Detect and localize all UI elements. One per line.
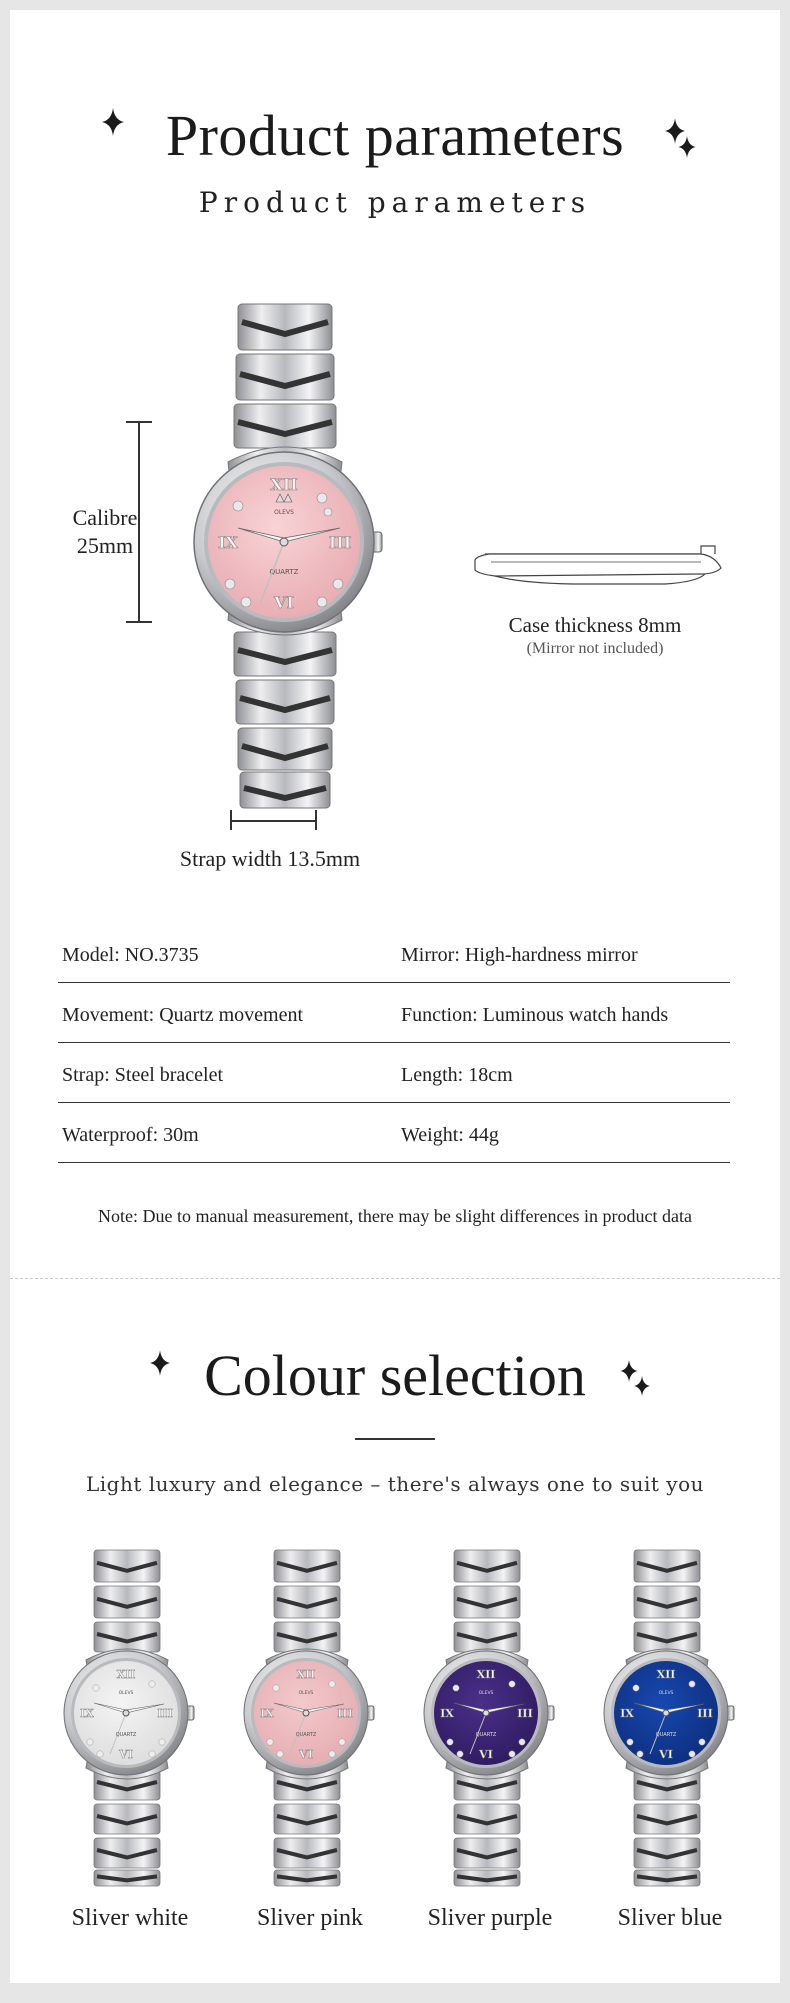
- svg-text:VI: VI: [119, 1748, 133, 1761]
- spec-row: [58, 984, 730, 1043]
- spec-movement: Movement: Quartz movement: [62, 1004, 304, 1026]
- svg-text:QUARTZ: QUARTZ: [269, 568, 299, 576]
- svg-text:IX: IX: [260, 1707, 274, 1720]
- case-thickness-note: (Mirror not included): [526, 640, 664, 657]
- section-title-colours: Colour selection: [204, 1343, 586, 1408]
- spec-row: [58, 1044, 730, 1103]
- section-title-parameters: Product parameters: [165, 103, 625, 168]
- svg-text:OLEVS: OLEVS: [274, 509, 294, 516]
- colour-label-white: Sliver white: [71, 1905, 189, 1931]
- watch-movement-text: QUARTZ: [115, 1732, 137, 1738]
- strap-width-label: Strap width 13.5mm: [179, 846, 361, 871]
- svg-text:XII: XII: [656, 1668, 676, 1681]
- spec-waterproof: Waterproof: 30m: [62, 1124, 199, 1146]
- watch-brand-text: OLEVS: [478, 1691, 494, 1696]
- watch-colour-pink[interactable]: [236, 1548, 386, 1888]
- title-underline: [355, 1438, 435, 1440]
- watch-brand-text: OLEVS: [658, 1691, 674, 1696]
- svg-text:VI: VI: [659, 1748, 673, 1761]
- svg-text:IX: IX: [620, 1707, 634, 1720]
- svg-text:XII: XII: [270, 475, 298, 494]
- calibre-dimension-cap: [126, 621, 152, 623]
- svg-text:III: III: [697, 1707, 713, 1720]
- svg-text:VI: VI: [274, 593, 294, 612]
- svg-text:XII: XII: [296, 1668, 316, 1681]
- svg-text:III: III: [337, 1707, 353, 1720]
- svg-text:VI: VI: [299, 1748, 313, 1761]
- watch-colour-white[interactable]: [56, 1548, 206, 1888]
- colour-label-pink: Sliver pink: [257, 1905, 363, 1931]
- svg-text:III: III: [328, 533, 352, 552]
- spec-model: Model: NO.3735: [62, 944, 199, 966]
- product-page: [10, 10, 780, 1983]
- strap-dimension-cap: [230, 810, 232, 830]
- case-thickness-label: Case thickness 8mm: [508, 613, 682, 637]
- watch-colour-blue[interactable]: [596, 1548, 746, 1888]
- calibre-label: Calibre 25mm: [72, 505, 138, 558]
- case-profile-drawing: [465, 540, 725, 590]
- calibre-dimension-cap: [126, 421, 152, 423]
- spec-mirror: Mirror: High-hardness mirror: [401, 944, 638, 966]
- spec-strap: Strap: Steel bracelet: [62, 1064, 224, 1086]
- watch-movement-text: QUARTZ: [475, 1732, 497, 1738]
- spec-row: [58, 1104, 730, 1163]
- spec-function: Function: Luminous watch hands: [401, 1004, 669, 1026]
- sparkle-icon: [678, 136, 696, 158]
- strap-dimension-line: [230, 820, 316, 822]
- watch-brand-text: OLEVS: [118, 1691, 134, 1696]
- colour-label-blue: Sliver blue: [617, 1905, 723, 1931]
- colour-tagline: Light luxury and elegance – there's always one to suit you: [85, 1472, 705, 1496]
- spec-weight: Weight: 44g: [401, 1124, 499, 1146]
- svg-text:XII: XII: [476, 1668, 496, 1681]
- sparkle-icon: [634, 1376, 650, 1396]
- svg-text:IX: IX: [218, 533, 238, 552]
- watch-product-image: [180, 302, 390, 812]
- strap-dimension-cap: [315, 810, 317, 830]
- colour-label-purple: Sliver purple: [427, 1905, 553, 1931]
- svg-text:XII: XII: [116, 1668, 136, 1681]
- svg-text:IX: IX: [80, 1707, 94, 1720]
- section-divider: [10, 1278, 780, 1279]
- svg-text:VI: VI: [479, 1748, 493, 1761]
- watch-brand-text: OLEVS: [298, 1691, 314, 1696]
- watch-movement-text: QUARTZ: [655, 1732, 677, 1738]
- measurement-note: Note: Due to manual measurement, there may be slight differences in product data: [98, 1206, 692, 1226]
- section-subtitle: Product parameters: [198, 186, 592, 219]
- spec-row: [58, 924, 730, 983]
- watch-movement-text: QUARTZ: [295, 1732, 317, 1738]
- svg-text:III: III: [157, 1707, 173, 1720]
- svg-text:IX: IX: [440, 1707, 454, 1720]
- spec-length: Length: 18cm: [401, 1064, 513, 1086]
- svg-text:III: III: [517, 1707, 533, 1720]
- watch-colour-purple[interactable]: [416, 1548, 566, 1888]
